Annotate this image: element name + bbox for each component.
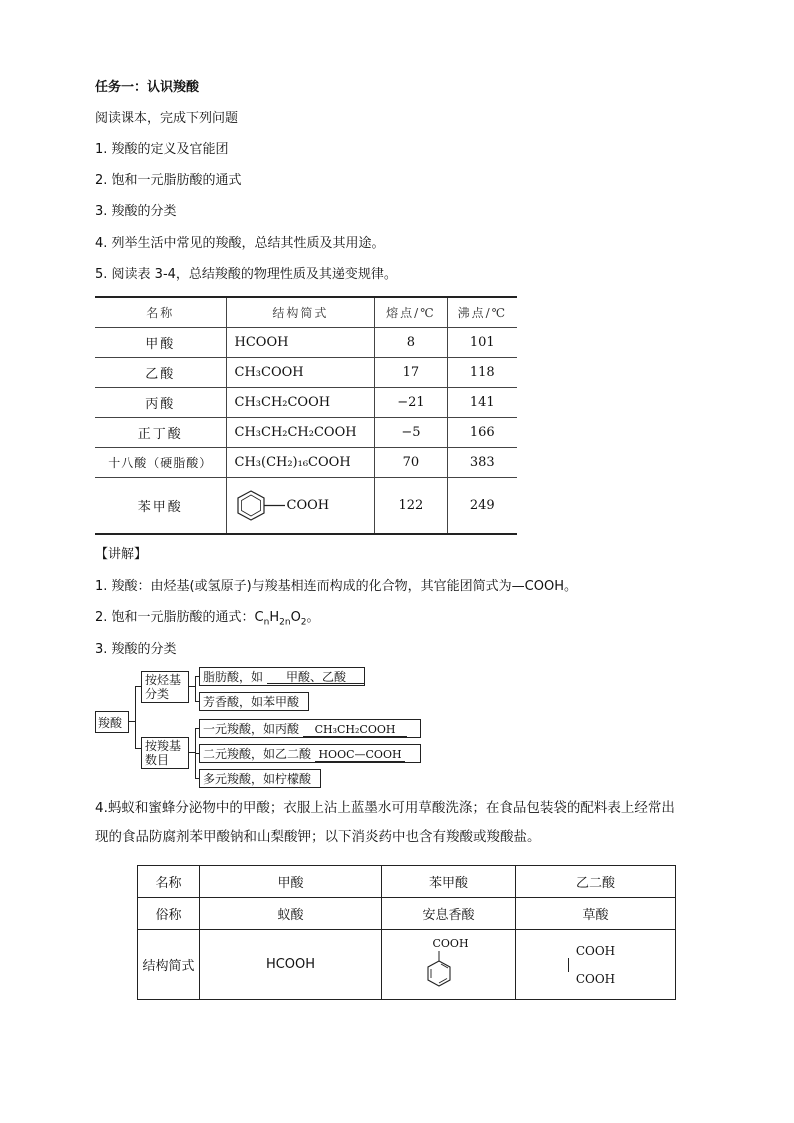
boiling-point: 249 bbox=[447, 478, 517, 535]
acid-name: 苯甲酸 bbox=[95, 478, 226, 535]
melting-point: 70 bbox=[375, 448, 447, 478]
branch-by-hydrocarbon: 按烃基 分类 bbox=[141, 671, 189, 703]
formula-sub-2n: 2n bbox=[279, 617, 291, 628]
table-row bbox=[138, 898, 676, 930]
branch-by-carboxyl-count: 按羧基 数目 bbox=[141, 737, 189, 769]
header-bp: 沸点/℃ bbox=[447, 297, 517, 328]
acid-formula: CH₃CH₂COOH bbox=[226, 388, 375, 418]
cell-common-name-label: 俗称 bbox=[138, 898, 200, 930]
acid-name: 乙酸 bbox=[95, 358, 226, 388]
acid-formula-cell bbox=[226, 478, 375, 535]
leaf-dicarboxylic-acid bbox=[199, 744, 421, 763]
cell-oxalic-structure bbox=[516, 930, 676, 1000]
boiling-point: 141 bbox=[447, 388, 517, 418]
acid-formula: COOH bbox=[286, 498, 330, 513]
melting-point: 122 bbox=[375, 478, 447, 535]
formula-h: H bbox=[269, 610, 280, 625]
cell-benzoic-structure bbox=[382, 930, 516, 1000]
table-row bbox=[95, 388, 517, 418]
oxalic-cooh-top: COOH bbox=[575, 943, 616, 958]
formula-prefix: 2. 饱和一元脂肪酸的通式：C bbox=[95, 610, 264, 625]
explain-title: 【讲解】 bbox=[95, 547, 148, 562]
cell-header-name: 名称 bbox=[138, 866, 200, 898]
oxalic-cooh-bottom: COOH bbox=[575, 971, 616, 986]
table-row bbox=[95, 328, 517, 358]
formula-sub-n: n bbox=[263, 617, 270, 628]
para4-line2: 现的食品防腐剂苯甲酸钠和山梨酸钾；以下消炎药中也含有羧酸或羧酸盐。 bbox=[95, 829, 541, 845]
leaf-aliphatic-acid bbox=[199, 667, 365, 686]
cell-header-formic: 甲酸 bbox=[200, 866, 382, 898]
explain-classification-title: 3. 羧酸的分类 bbox=[95, 642, 177, 657]
question-3: 3. 羧酸的分类 bbox=[95, 204, 177, 219]
para4-line1: 4.蚂蚁和蜜蜂分泌物中的甲酸；衣服上沾上蓝墨水可用草酸洗涤；在食品包装袋的配料表上经常出 bbox=[95, 800, 675, 816]
leaf-label: 二元羧酸，如乙二酸 bbox=[203, 747, 312, 761]
acid-name: 丙酸 bbox=[95, 388, 226, 418]
boiling-point: 166 bbox=[447, 418, 517, 448]
table-row bbox=[138, 866, 676, 898]
explain-general-formula bbox=[95, 610, 320, 631]
formula-sub-2: 2 bbox=[300, 617, 307, 628]
question-4: 4. 列举生活中常见的羧酸，总结其性质及其用途。 bbox=[95, 236, 385, 251]
acid-formula: HCOOH bbox=[226, 328, 375, 358]
melting-point: 17 bbox=[375, 358, 447, 388]
acid-formula: CH₃(CH₂)₁₆COOH bbox=[226, 448, 375, 478]
table-header-row bbox=[95, 297, 517, 328]
leaf-polycarboxylic-acid: 多元羧酸，如柠檬酸 bbox=[199, 769, 321, 788]
common-acids-table bbox=[137, 865, 676, 1000]
table-row bbox=[138, 930, 676, 1000]
connector bbox=[135, 686, 136, 748]
melting-point: −5 bbox=[375, 418, 447, 448]
leaf-aromatic-acid: 芳香酸，如苯甲酸 bbox=[199, 692, 309, 711]
task-intro: 阅读课本，完成下列问题 bbox=[95, 111, 239, 126]
boiling-point: 118 bbox=[447, 358, 517, 388]
benzoic-acid-structure bbox=[419, 935, 479, 995]
benzene-ring-icon bbox=[419, 935, 479, 995]
table-row bbox=[95, 418, 517, 448]
formula-o: O bbox=[290, 610, 301, 625]
cell-structure-label: 结构简式 bbox=[138, 930, 200, 1000]
header-name: 名称 bbox=[95, 297, 226, 328]
cell-formic-common: 蚁酸 bbox=[200, 898, 382, 930]
oxalic-bond bbox=[568, 958, 569, 972]
question-5: 5. 阅读表 3-4，总结羧酸的物理性质及其递变规律。 bbox=[95, 267, 397, 282]
cell-oxalic-common: 草酸 bbox=[516, 898, 676, 930]
question-2: 2. 饱和一元脂肪酸的通式 bbox=[95, 173, 242, 188]
connector bbox=[195, 676, 196, 701]
table-row bbox=[95, 358, 517, 388]
leaf-answer: 甲酸、乙酸 bbox=[267, 671, 365, 684]
cell-header-oxalic: 乙二酸 bbox=[516, 866, 676, 898]
leaf-label: 脂肪酸，如 bbox=[203, 670, 264, 684]
cell-formic-structure: HCOOH bbox=[200, 930, 382, 1000]
diagram-root: 羧酸 bbox=[95, 711, 129, 733]
acid-formula: CH₃CH₂CH₂COOH bbox=[226, 418, 375, 448]
boiling-point: 101 bbox=[447, 328, 517, 358]
explain-definition: 1. 羧酸：由烃基(或氢原子)与羧基相连而构成的化合物，其官能团简式为—COOH。 bbox=[95, 579, 577, 594]
header-formula: 结构简式 bbox=[226, 297, 375, 328]
task-title: 任务一：认识羧酸 bbox=[95, 80, 200, 95]
cell-benzoic-common: 安息香酸 bbox=[382, 898, 516, 930]
acid-name: 甲酸 bbox=[95, 328, 226, 358]
melting-point: 8 bbox=[375, 328, 447, 358]
question-1: 1. 羧酸的定义及官能团 bbox=[95, 142, 229, 157]
formula-end: 。 bbox=[306, 610, 320, 625]
header-mp: 熔点/℃ bbox=[375, 297, 447, 328]
acid-name: 正丁酸 bbox=[95, 418, 226, 448]
table-row bbox=[95, 448, 517, 478]
cell-header-benzoic: 苯甲酸 bbox=[382, 866, 516, 898]
leaf-label: 一元羧酸，如丙酸 bbox=[203, 722, 300, 736]
leaf-answer: CH₃CH₂COOH bbox=[303, 724, 407, 737]
leaf-monocarboxylic-acid bbox=[199, 719, 421, 738]
benzoic-cooh: COOH bbox=[432, 936, 469, 950]
table-row bbox=[95, 478, 517, 535]
acid-formula: CH₃COOH bbox=[226, 358, 375, 388]
carboxylic-acid-properties-table bbox=[95, 296, 517, 535]
melting-point: −21 bbox=[375, 388, 447, 418]
benzene-ring-icon bbox=[235, 488, 293, 524]
boiling-point: 383 bbox=[447, 448, 517, 478]
leaf-answer: HOOC—COOH bbox=[315, 749, 405, 762]
acid-name: 十八酸（硬脂酸） bbox=[95, 448, 226, 478]
oxalic-acid-structure bbox=[516, 944, 675, 986]
